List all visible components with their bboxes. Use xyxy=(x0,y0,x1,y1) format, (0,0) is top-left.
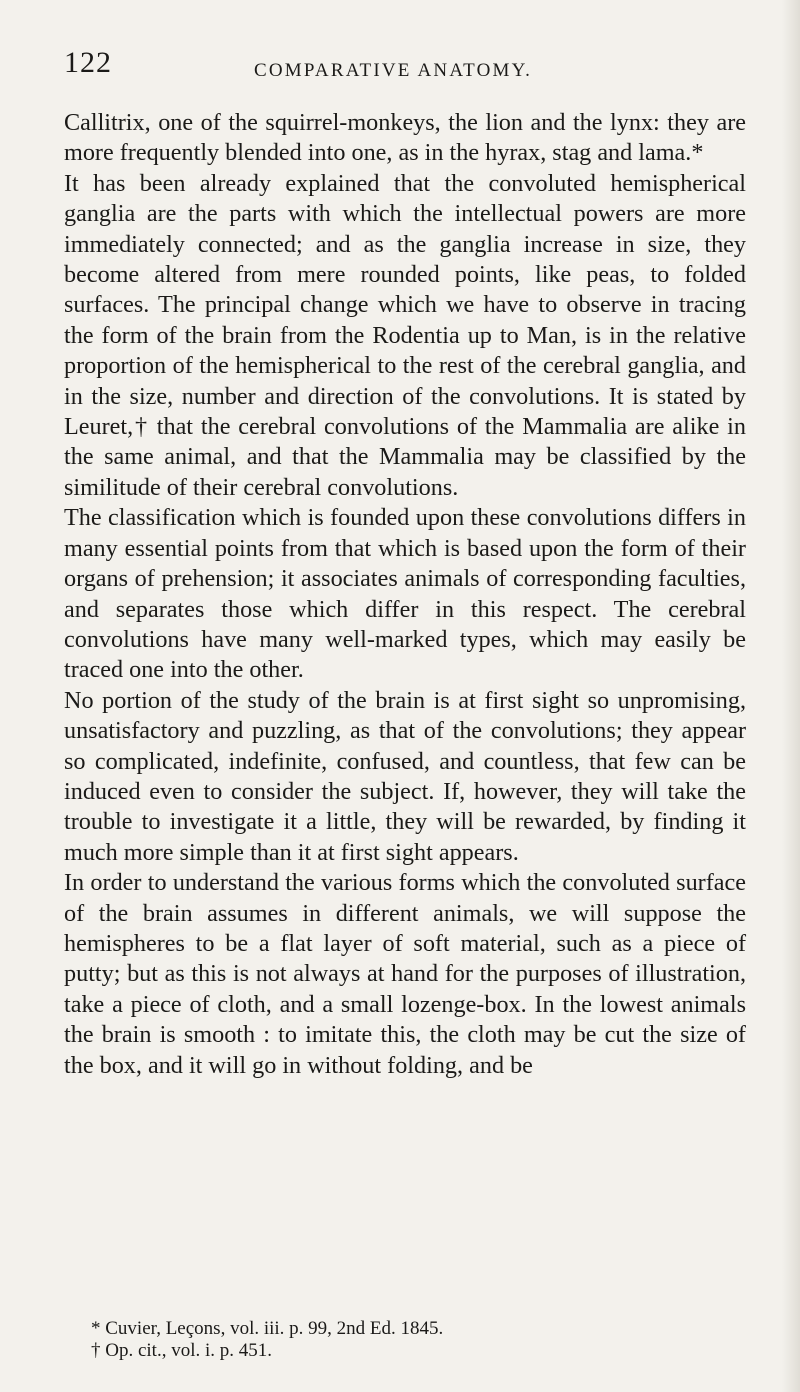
footnote: † Op. cit., vol. i. p. 451. xyxy=(91,1340,273,1361)
paragraph: It has been already explained that the convoluted hemispherical ganglia are the parts with which the intellectual powers are more immediately connected; and as the ganglia increase in size, they become altered from mere rounded points, like peas, to folded surfaces. The principal change which we have to observe in tracing the form of the brain from the Rodentia up to Man, is in the relative proportion of the hemispherical to the rest of the cerebral ganglia, and in the size, number and direction of the convolutions. It is stated by Leuret,† that the cerebral convolutions of the Mammalia are alike in the same animal, and that the Mammalia may be classified by the similitude of their cerebral convolutions. xyxy=(64,169,746,501)
page-number: 122 xyxy=(64,46,112,79)
footnote: * Cuvier, Leçons, vol. iii. p. 99, 2nd Ed. 1845. xyxy=(91,1318,444,1339)
running-head: COMPARATIVE ANATOMY. xyxy=(254,60,533,81)
footnotes xyxy=(64,1318,746,1362)
paragraph: No portion of the study of the brain is at first sight so unpromising, unsatisfactory and puzzling, as that of the convolutions; they appear so complicated, indefinite, confused, and countless, that few can be induced even to consider the subject. If, however, they will take the trouble to investigate it a little, they will be rewarded, by finding it much more simple than it at first sight appears. xyxy=(64,686,746,866)
body-text xyxy=(64,108,746,1081)
page-edge-shadow xyxy=(782,0,800,1392)
paragraph: Callitrix, one of the squirrel-monkeys, the lion and the lynx: they are more frequently blended into one, as in the hyrax, stag and lama.* xyxy=(64,109,746,167)
page-header xyxy=(64,46,744,86)
paragraph: The classification which is founded upon these convolutions differs in many essential points from that which is based upon the form of their organs of prehension; it associates animals of corresponding faculties, and separates those which differ in this respect. The cerebral convolutions have many well-marked types, which may easily be traced one into the other. xyxy=(64,504,746,684)
paragraph: In order to understand the various forms which the convoluted surface of the brain assumes in different animals, we will suppose the hemispheres to be a flat layer of soft material, such as a piece of putty; but as this is not always at hand for the purposes of illustration, take a piece of cloth, and a small lozenge-box. In the lowest animals the brain is smooth : to imitate this, the cloth may be cut the size of the box, and it will go in without folding, and be xyxy=(64,869,746,1079)
